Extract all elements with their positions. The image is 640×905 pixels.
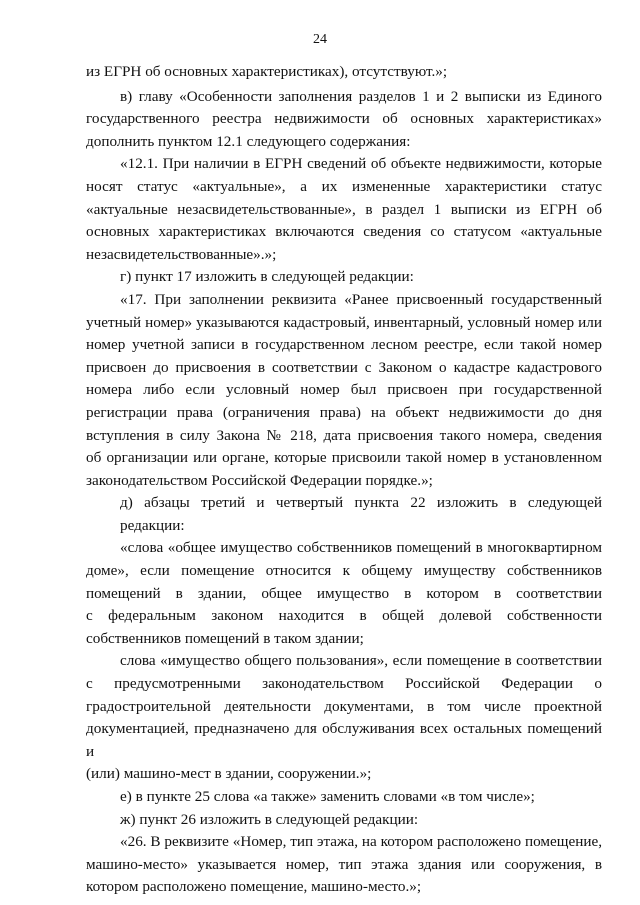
text-line: с предусмотренными законодательством Российской Федерации о: [86, 675, 602, 693]
text-line: помещений в здании, общее имущество в котором в соответствии: [86, 584, 602, 602]
text-line: номера либо если условный номер был присвоен при государственной: [86, 381, 602, 399]
paragraph-item-g: [86, 266, 602, 289]
text-line: основных характеристиках включаются сведения со статусом «актуальные: [86, 223, 602, 241]
text-line: «26. В реквизите «Номер, тип этажа, на котором расположено помещение,: [120, 833, 602, 851]
paragraph-continuation: [86, 61, 602, 84]
text-line: (или) машино-мест в здании, сооружении.»;: [86, 765, 372, 783]
text-line: регистрации права (ограничения права) на объект недвижимости до дня: [86, 403, 602, 421]
text-line: д) абзацы третий и четвертый пункта 22 изложить в следующей редакции:: [120, 494, 602, 534]
paragraph-shared-use-property: [86, 650, 602, 786]
text-line: законодательством Российской Федерации порядке.»;: [86, 471, 433, 489]
text-line: присвоен до присвоения в соответствии с Законом о кадастре кадастрового: [86, 358, 602, 376]
text-line: об организации или органе, которые присвоили такой номер в установленном: [86, 449, 602, 467]
text-line: слова «имущество общего пользования», если помещение в соответствии: [120, 652, 602, 670]
paragraph-clause-17: [86, 289, 602, 492]
text-line: г) пункт 17 изложить в следующей редакции:: [120, 268, 414, 286]
text-line: вступления в силу Закона № 218, дата присвоения такого номера, сведения: [86, 426, 602, 444]
text-line: машино-место» указывается номер, тип этажа здания или сооружения, в: [86, 855, 602, 873]
paragraph-clause-12-1: [86, 153, 602, 266]
paragraph-item-zh: [86, 809, 602, 832]
text-line: из ЕГРН об основных характеристиках), отсутствуют.»;: [86, 63, 448, 80]
paragraph-item-e: [86, 786, 602, 809]
text-line: е) в пункте 25 слова «а также» заменить словами «в том числе»;: [120, 788, 535, 805]
paragraph-item-d: [86, 492, 602, 537]
text-line: собственников помещений в таком здании;: [86, 629, 364, 647]
text-line: номер учетной записи в государственном лесном реестре, если такой номер: [86, 336, 602, 354]
text-line: котором расположено помещение, машино-место.»;: [86, 878, 422, 896]
text-line: дополнить пунктом 12.1 следующего содержания:: [86, 132, 411, 150]
text-line: документацией, предназначено для обслуживания всех остальных помещений и: [86, 720, 602, 760]
text-line: государственного реестра недвижимости об основных характеристиках»: [86, 110, 602, 128]
page-number: 24: [313, 32, 327, 47]
text-line: «слова «общее имущество собственников помещений в многоквартирном: [120, 539, 602, 557]
text-line: «12.1. При наличии в ЕГРН сведений об объекте недвижимости, которые: [120, 155, 602, 173]
text-line: градостроительной деятельности документами, в том числе проектной: [86, 697, 602, 715]
paragraph-common-property: [86, 537, 602, 650]
paragraph-item-v: [86, 86, 602, 154]
text-line: «17. При заполнении реквизита «Ранее присвоенный государственный: [120, 290, 602, 308]
text-line: в) главу «Особенности заполнения разделов 1 и 2 выписки из Единого: [120, 87, 602, 105]
text-line: носят статус «актуальные», а их измененные характеристики статус: [86, 177, 602, 195]
text-line: с федеральным законом находится в общей долевой собственности: [86, 607, 602, 625]
paragraph-clause-26: [86, 831, 602, 899]
text-line: учетный номер» указываются кадастровый, инвентарный, условный номер или: [86, 313, 602, 331]
text-line: ж) пункт 26 изложить в следующей редакции:: [120, 810, 419, 828]
text-line: незасвидетельствованные».»;: [86, 245, 277, 263]
document-body: [86, 61, 602, 899]
text-line: доме», если помещение относится к общему имуществу собственников: [86, 562, 602, 580]
text-line: «актуальные незасвидетельствованные», в раздел 1 выписки из ЕГРН об: [86, 200, 602, 218]
